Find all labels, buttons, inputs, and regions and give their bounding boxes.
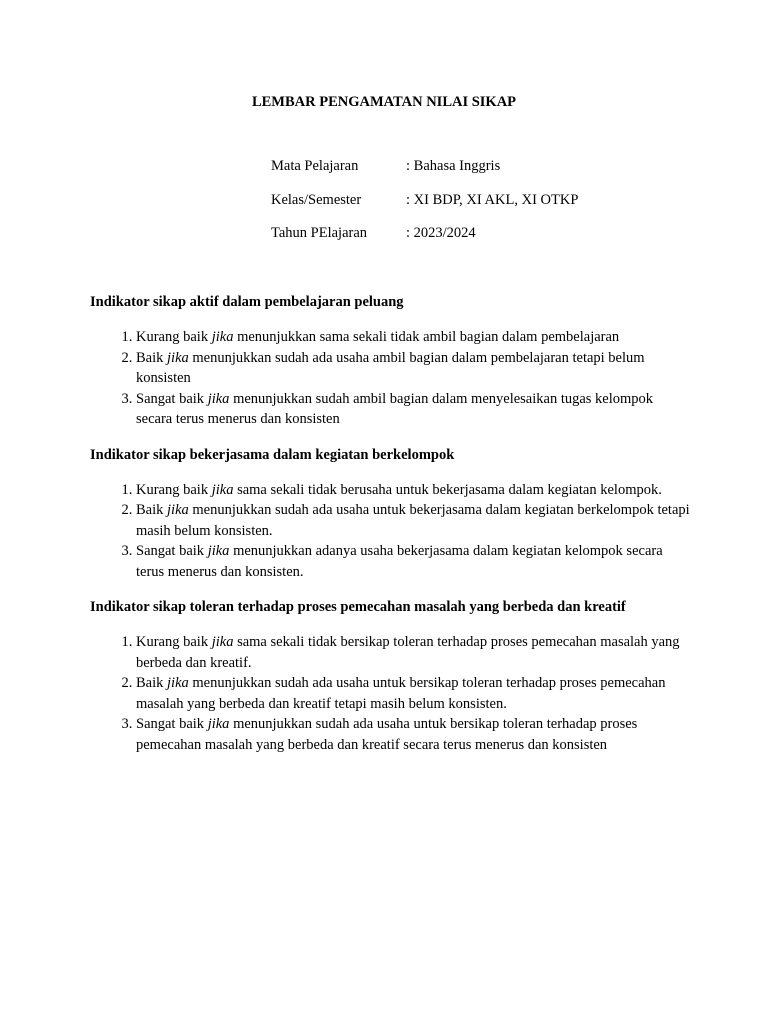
list-item: 2. Baik jika menunjukkan sudah ada usaha untuk bekerjasama dalam kegiatan berkelompok tetapi masih belum konsisten. [136, 500, 690, 541]
list-item: 1. Kurang baik jika menunjukkan sama sekali tidak ambil bagian dalam pembelajaran [136, 327, 690, 348]
indicator-list [90, 632, 690, 755]
document-title: LEMBAR PENGAMATAN NILAI SIKAP [251, 94, 517, 110]
info-value: : Bahasa Inggris [406, 158, 501, 174]
info-label: Kelas/Semester [271, 191, 362, 208]
info-row-subject [271, 158, 578, 192]
info-row-year [271, 225, 578, 259]
info-label: Mata Pelajaran [271, 158, 359, 174]
indicator-content [90, 292, 690, 770]
section-heading: Indikator sikap aktif dalam pembelajaran peluang [90, 294, 404, 310]
info-value: : 2023/2024 [406, 225, 476, 241]
info-value: : XI BDP, XI AKL, XI OTKP [406, 191, 579, 208]
section-heading: Indikator sikap bekerjasama dalam kegiatan berkelompok [90, 446, 455, 463]
list-item: 3. Sangat baik jika menunjukkan sudah ambil bagian dalam menyelesaikan tugas kelompok secara terus menerus dan konsisten [136, 389, 690, 430]
info-row-class [271, 192, 578, 226]
list-item: 3. Sangat baik jika menunjukkan sudah ada usaha untuk bersikap toleran terhadap proses pemecahan masalah yang berbeda dan kreatif secara terus menerus dan konsisten [136, 714, 690, 755]
indicator-list [90, 480, 690, 583]
list-item: 2. Baik jika menunjukkan sudah ada usaha untuk bersikap toleran terhadap proses pemecahan masalah yang berbeda dan kreatif tetapi masih belum konsisten. [136, 673, 690, 714]
info-table [271, 158, 578, 259]
list-item: 1. Kurang baik jika sama sekali tidak berusaha untuk bekerjasama dalam kegiatan kelompok. [136, 480, 690, 501]
info-label: Tahun PElajaran [271, 225, 368, 241]
indicator-list [90, 327, 690, 430]
list-item: 1. Kurang baik jika sama sekali tidak bersikap toleran terhadap proses pemecahan masalah yang berbeda dan kreatif. [136, 632, 690, 673]
section-heading: Indikator sikap toleran terhadap proses pemecahan masalah yang berbeda dan kreatif [90, 599, 626, 615]
list-item: 2. Baik jika menunjukkan sudah ada usaha ambil bagian dalam pembelajaran tetapi belum konsisten [136, 348, 690, 389]
list-item: 3. Sangat baik jika menunjukkan adanya usaha bekerjasama dalam kegiatan kelompok secara terus menerus dan konsisten. [136, 541, 690, 582]
